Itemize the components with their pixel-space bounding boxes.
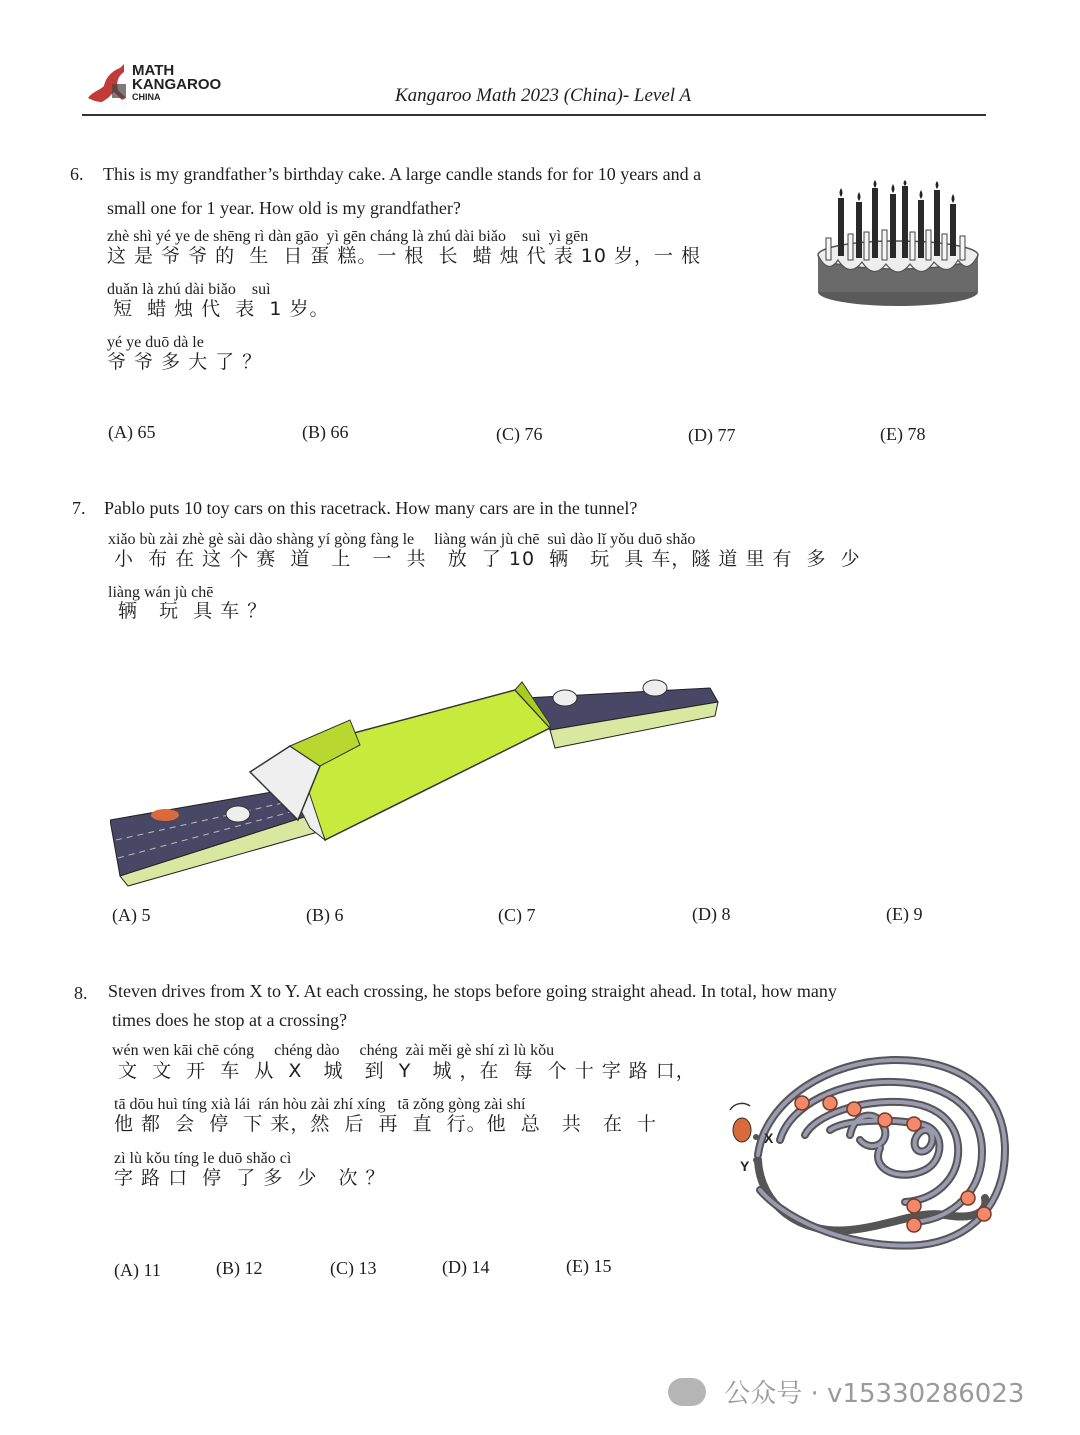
question-7-option-d[interactable]: (D) 8 [692, 904, 731, 924]
question-6-hanzi-1: 这 是 爷 爷 的 生 日 蛋 糕。一 根 长 蜡 烛 代 表 10 岁，一 根 [107, 245, 702, 267]
math-kangaroo-logo [82, 62, 232, 110]
question-7-option-b[interactable]: (B) 6 [306, 905, 344, 925]
question-8-option-d[interactable]: (D) 14 [442, 1257, 490, 1277]
question-6-option-d[interactable]: (D) 77 [688, 425, 736, 445]
car-icon [733, 1118, 751, 1142]
question-8-text-1: Steven drives from X to Y. At each crossing, he stops before going straight ahead. In total, how many [108, 981, 837, 1001]
question-6-option-a[interactable]: (A) 65 [108, 422, 156, 442]
question-8-text-2: times does he stop at a crossing? [112, 1010, 347, 1030]
racetrack-figure [110, 650, 720, 890]
crossing-map-figure [720, 1040, 1030, 1270]
question-7-option-a[interactable]: (A) 5 [112, 905, 151, 925]
wechat-watermark [668, 1373, 1024, 1410]
question-6-option-e[interactable]: (E) 78 [880, 424, 926, 444]
question-7-option-e[interactable]: (E) 9 [886, 904, 923, 924]
birthday-cake-figure [810, 180, 986, 310]
question-8-option-c[interactable]: (C) 13 [330, 1258, 377, 1278]
watermark-text: 公众号 · v15330286023 [724, 1379, 1025, 1409]
question-8-pinyin-3: zì lù kǒu tíng le duō shǎo cì [114, 1150, 292, 1167]
question-7-hanzi-1: 小 布 在 这 个 赛 道 上 一 共 放 了 10 辆 玩 具 车，隧 道 里 有 多 少 [114, 548, 861, 570]
question-7-hanzi-2: 辆 玩 具 车 ？ [118, 600, 268, 622]
question-6-hanzi-2: 短 蜡 烛 代 表 1 岁。 [113, 298, 330, 320]
wechat-icon [668, 1378, 706, 1406]
question-7-pinyin-2: liàng wán jù chē [108, 584, 214, 601]
question-6-option-b[interactable]: (B) 66 [302, 422, 349, 442]
header-divider [82, 114, 986, 116]
question-8-hanzi-3: 字 路 口 停 了 多 少 次 ？ [114, 1167, 386, 1189]
question-8-hanzi-2: 他 都 会 停 下 来，然 后 再 直 行。他 总 共 在 十 [114, 1113, 658, 1135]
question-7-text: Pablo puts 10 toy cars on this racetrack. How many cars are in the tunnel? [104, 498, 638, 518]
question-8-hanzi-1: 文 文 开 车 从 X 城 到 Y 城 ，在 每 个 十 字 路 口， [118, 1060, 696, 1082]
question-8-option-e[interactable]: (E) 15 [566, 1256, 612, 1276]
question-6-text-2: small one for 1 year. How old is my grandfather? [107, 198, 461, 218]
question-6-option-c[interactable]: (C) 76 [496, 424, 543, 444]
question-8-option-b[interactable]: (B) 12 [216, 1258, 263, 1278]
arrow-icon [730, 1103, 750, 1110]
question-8-pinyin-2: tā dōu huì tíng xià lái rán hòu zài zhí xíng tā zǒng gòng zài shí [114, 1096, 526, 1113]
question-7-number: 7. [72, 498, 86, 518]
question-6-pinyin-2: duǎn là zhú dài biǎo suì [107, 281, 271, 298]
question-6-hanzi-3: 爷 爷 多 大 了 ？ [107, 351, 263, 373]
logo-line-3: CHINA [132, 92, 161, 102]
kangaroo-icon [82, 62, 132, 106]
question-6-pinyin-1: zhè shì yé ye de shēng rì dàn gāo yì gēn cháng là zhú dài biǎo suì yì gēn [107, 228, 589, 245]
logo-line-2: KANGAROO [132, 76, 222, 93]
question-6-number: 6. [70, 164, 84, 184]
label-y: Y [740, 1158, 750, 1174]
logo-line-1: MATH [132, 62, 175, 79]
question-8-number: 8. [74, 983, 88, 1003]
question-7-pinyin-1: xiǎo bù zài zhè gè sài dào shàng yí gòng fàng le liàng wán jù chē suì dào lǐ yǒu duō shǎo [108, 531, 696, 548]
question-8-pinyin-1: wén wen kāi chē cóng chéng dào chéng zài měi gè shí zì lù kǒu [112, 1042, 555, 1059]
label-x: X [764, 1130, 774, 1146]
page-title: Kangaroo Math 2023 (China)- Level A [395, 85, 692, 106]
question-8-option-a[interactable]: (A) 11 [114, 1260, 161, 1280]
question-7-option-c[interactable]: (C) 7 [498, 905, 536, 925]
question-6-pinyin-3: yé ye duō dà le [107, 334, 204, 351]
question-6-text-1: This is my grandfather’s birthday cake. A large candle stands for for 10 years and a [103, 164, 702, 184]
